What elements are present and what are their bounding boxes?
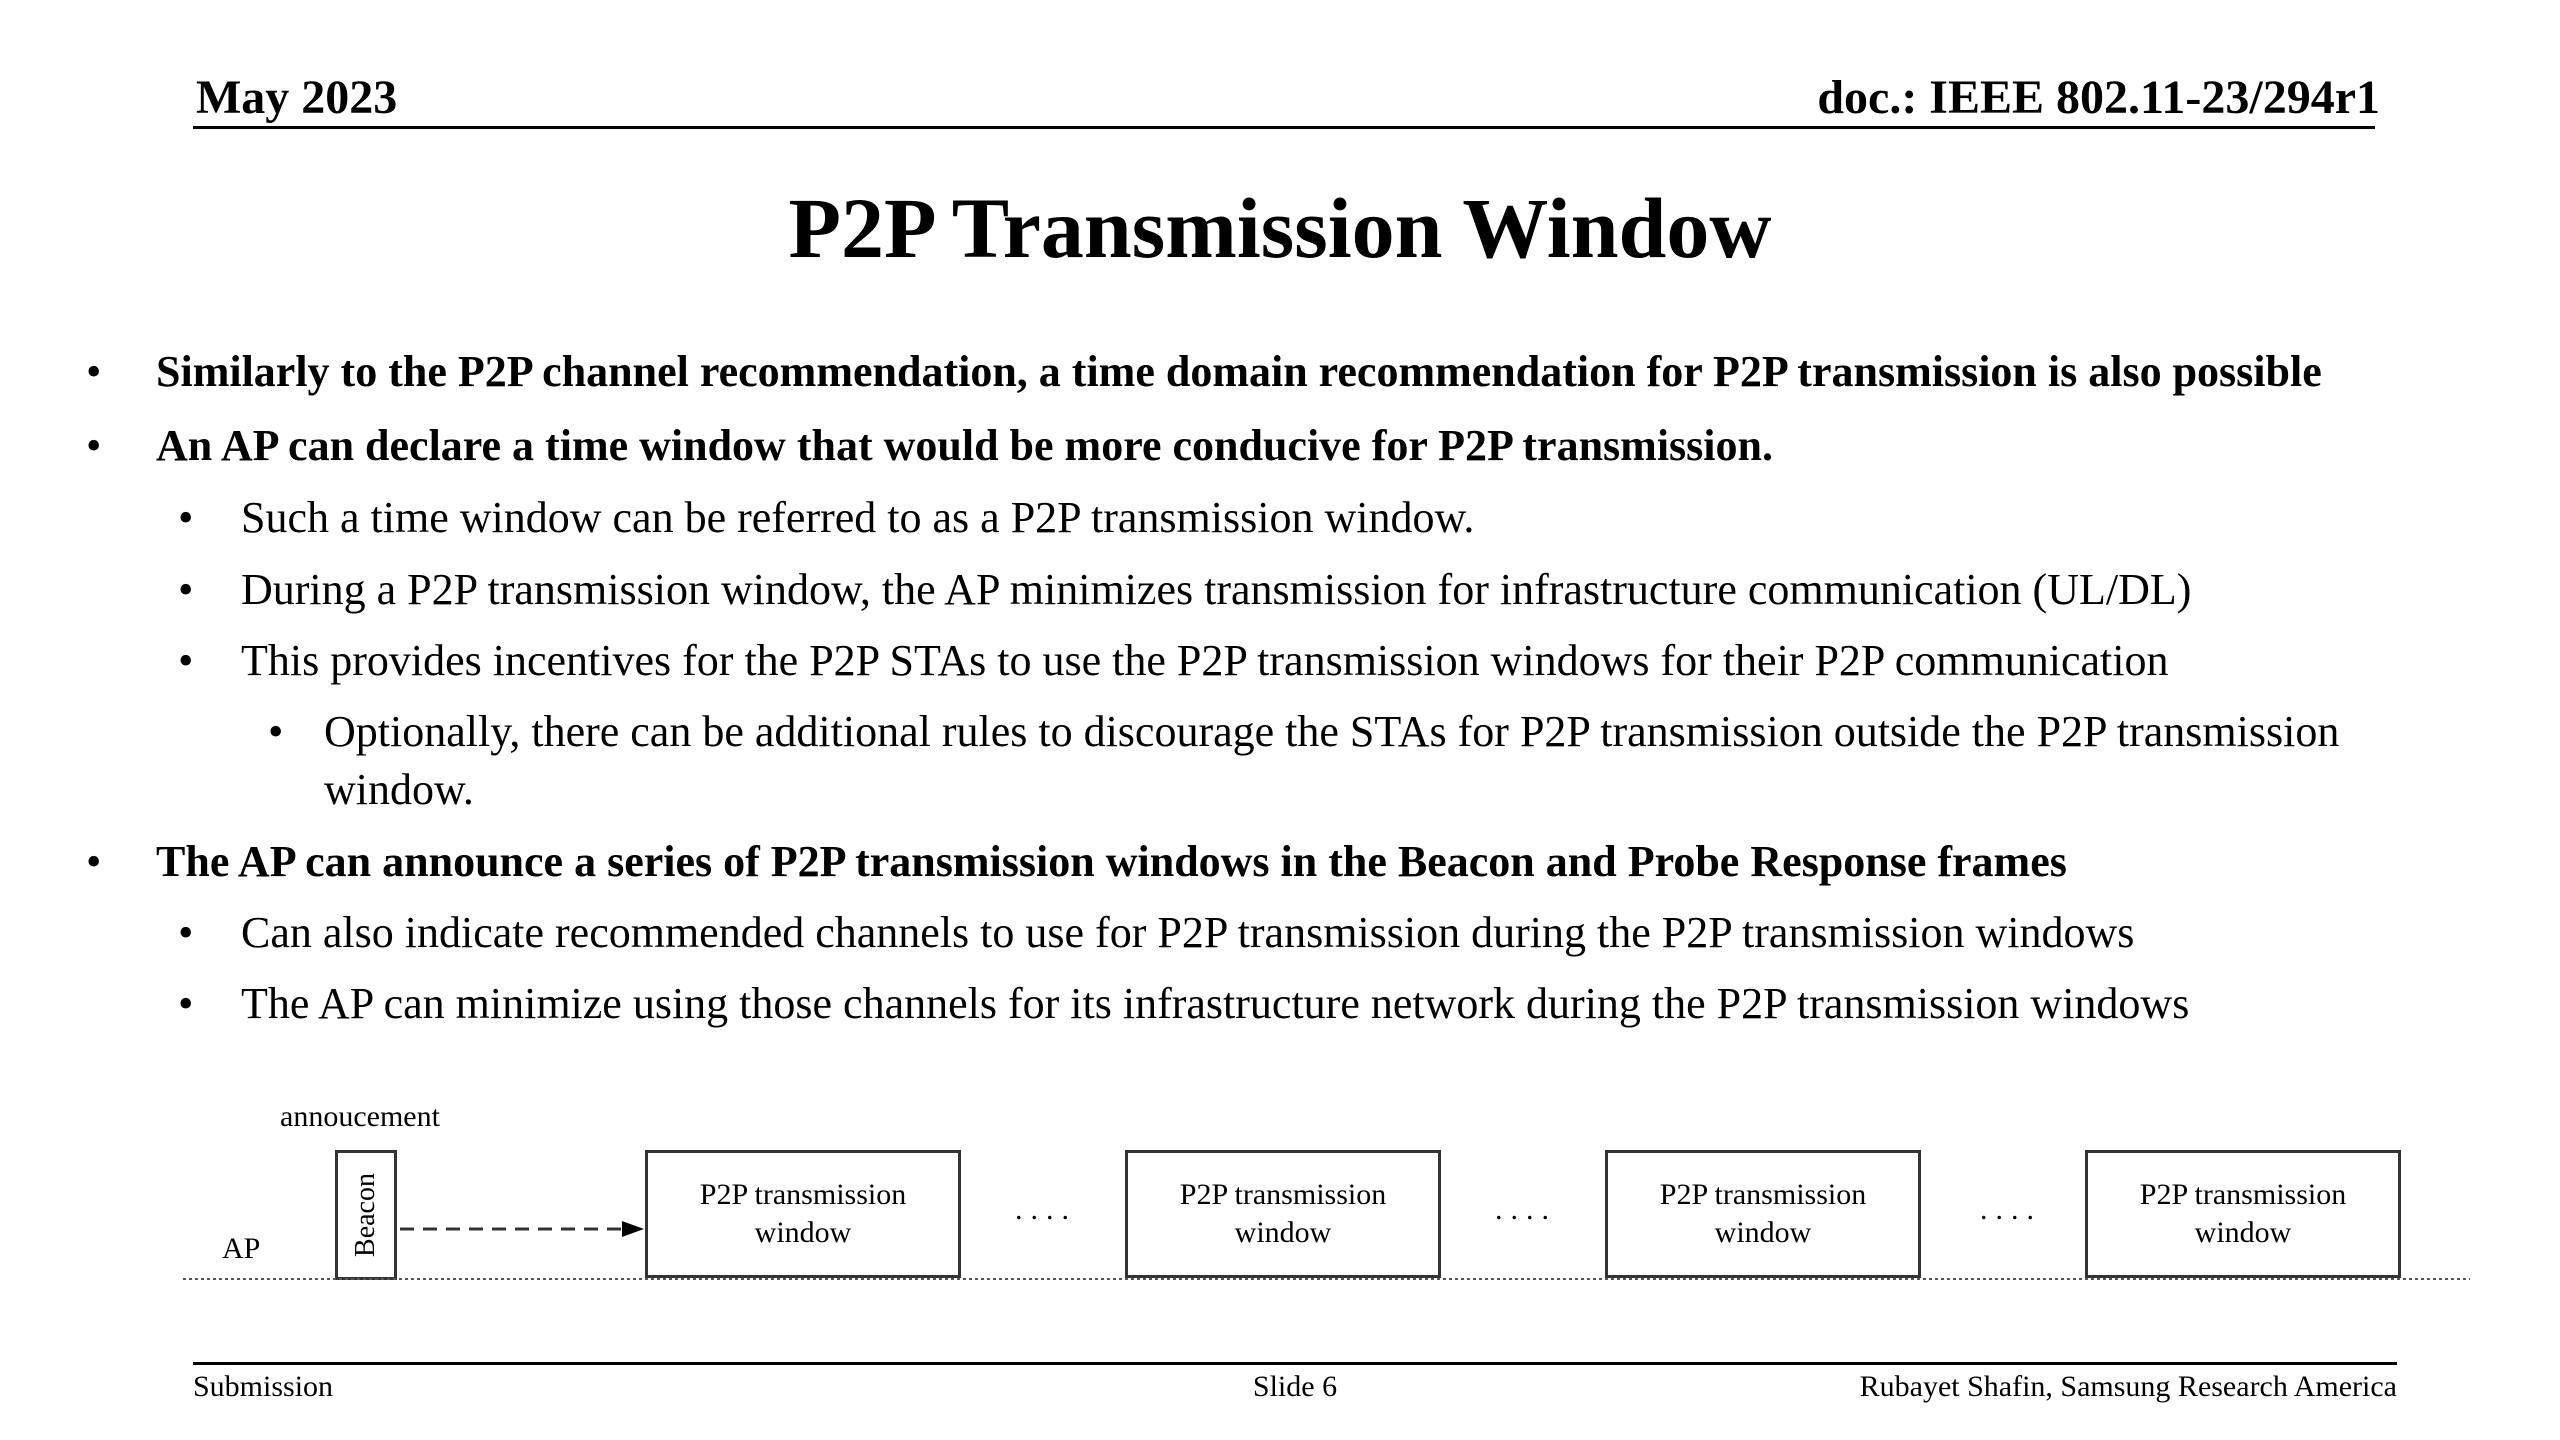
window-label-line2: window bbox=[1714, 1216, 1812, 1249]
bullet-marker: • bbox=[178, 908, 194, 957]
header-date: May 2023 bbox=[196, 71, 398, 124]
bullet-marker: • bbox=[86, 421, 102, 470]
bullet-marker: • bbox=[178, 493, 194, 542]
window-label-line1: P2P transmission bbox=[2139, 1178, 2347, 1211]
slide-title: P2P Transmission Window bbox=[788, 180, 1772, 276]
ellipsis-dots: .... bbox=[1495, 1193, 1557, 1226]
p2p-window-box bbox=[1605, 1150, 1921, 1278]
bullet-marker: • bbox=[178, 636, 194, 685]
bullet-text-continuation: window. bbox=[324, 765, 474, 814]
bullet-marker: • bbox=[178, 979, 194, 1028]
bullet-marker: • bbox=[86, 347, 102, 396]
ap-label: AP bbox=[222, 1232, 261, 1265]
window-label-line2: window bbox=[754, 1216, 852, 1249]
bullet-text: An AP can declare a time window that would be more conducive for P2P transmission. bbox=[156, 421, 1773, 470]
bullet-text: Such a time window can be referred to as a P2P transmission window. bbox=[241, 493, 1475, 542]
announcement-arrow-head bbox=[622, 1221, 644, 1237]
bullet-text: During a P2P transmission window, the AP minimizes transmission for infrastructure communication (UL/DL) bbox=[241, 565, 2192, 614]
bullet-marker: • bbox=[86, 837, 102, 886]
p2p-window-box bbox=[1125, 1150, 1441, 1278]
timeline-diagram bbox=[0, 1080, 2560, 1320]
footer-author: Rubayet Shafin, Samsung Research America bbox=[1859, 1370, 2397, 1403]
ellipsis-dots: .... bbox=[1980, 1193, 2042, 1226]
window-label-line1: P2P transmission bbox=[1659, 1178, 1867, 1211]
footer-slide-number: Slide 6 bbox=[1252, 1370, 1338, 1403]
announcement-label: annoucement bbox=[280, 1100, 440, 1133]
window-label-line2: window bbox=[2194, 1216, 2292, 1249]
p2p-window-box bbox=[645, 1150, 961, 1278]
beacon-label: Beacon bbox=[350, 1173, 381, 1257]
header-divider bbox=[193, 126, 2375, 129]
window-label-line1: P2P transmission bbox=[699, 1178, 907, 1211]
bullet-text: The AP can minimize using those channels for its infrastructure network during the P2P transmission windows bbox=[241, 979, 2190, 1028]
bullet-marker: • bbox=[178, 565, 194, 614]
header-doc-id: doc.: IEEE 802.11-23/294r1 bbox=[1817, 71, 2380, 124]
footer-divider bbox=[193, 1362, 2397, 1365]
bullet-marker: • bbox=[268, 707, 284, 756]
ellipsis-dots: .... bbox=[1015, 1193, 1077, 1226]
window-label-line2: window bbox=[1234, 1216, 1332, 1249]
footer-submission: Submission bbox=[193, 1370, 334, 1403]
bullet-text: Similarly to the P2P channel recommendation, a time domain recommendation for P2P transmission is also possible bbox=[156, 347, 2322, 396]
window-label-line1: P2P transmission bbox=[1179, 1178, 1387, 1211]
p2p-window-box bbox=[2085, 1150, 2401, 1278]
bullet-text: Can also indicate recommended channels to use for P2P transmission during the P2P transmission windows bbox=[241, 908, 2135, 957]
bullet-text: This provides incentives for the P2P STAs to use the P2P transmission windows for their P2P communication bbox=[241, 636, 2169, 685]
bullet-text: Optionally, there can be additional rules to discourage the STAs for P2P transmission outside the P2P transmission bbox=[324, 707, 2340, 756]
bullet-text: The AP can announce a series of P2P transmission windows in the Beacon and Probe Response frames bbox=[156, 837, 2067, 886]
